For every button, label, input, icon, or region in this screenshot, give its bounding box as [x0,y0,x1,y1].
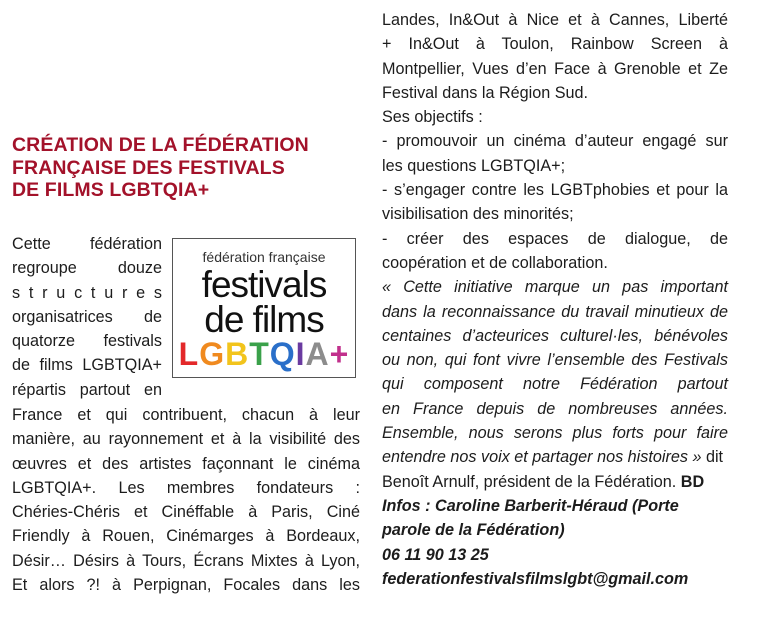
objective-line: - promouvoir un cinéma d’auteur engagé sur [382,132,728,151]
logo-letter: Q [269,336,296,372]
contact-phone: 06 11 90 13 25 [382,545,489,564]
quote-line: Ensemble, nous serons plus forts pour faire [382,424,728,443]
quote-end: entendre nos voix et partager nos histoires » [382,448,702,467]
objectives-heading: Ses objectifs : [382,108,483,127]
logo-letter: + [329,336,350,372]
infos-line: Infos : Caroline Barberit-Héraud (Porte [382,496,679,515]
author-signature: BD [680,472,705,491]
logo-line: de films [204,299,324,340]
intro-paragraph [12,232,162,402]
quote-line: en France depuis de nombreuses années. [382,399,728,418]
quote-line: « Cette initiative marque un pas important [382,278,728,297]
text-line: organisatrices de [12,307,162,326]
text-line: de films LGBTQIA+ [12,356,162,375]
quote-said: dit [701,448,724,467]
text-line: manière, au rayonnement et à la visibilité des [12,430,360,449]
objective-line: - créer des espaces de dialogue, de [382,229,728,248]
text-line: Chéries-Chéris et Cinéffable à Paris, Ciné [12,503,360,522]
attribution-line [382,470,728,494]
right-column [382,8,728,591]
text-line: Festival dans la Région Sud. [382,83,589,102]
quote-line: ou non, qui font vivre l’ensemble des Festivals [382,351,728,370]
federation-logo [172,238,356,378]
quote-closing-line [382,445,728,469]
text-line: s t r u c t u r e s [12,283,162,302]
logo-letter: L [178,336,200,372]
quote-line: centaines d’acteurices culturel·les, bénévoles [382,326,728,345]
logo-letter: B [225,336,250,372]
text-line: Friendly à Rouen, Cinémarges à Bordeaux, [12,527,360,546]
logo-letter: I [295,336,306,372]
logo-line: fédération française [202,249,326,265]
attribution: Benoît Arnulf, président de la Fédération. [382,472,677,491]
logo-letter: G [199,336,226,372]
objective-line: - s’engager contre les LGBTphobies et pour la [382,181,728,200]
logo-line: festivals [201,264,327,305]
text-line: Montpellier, Vues d’en Face à Grenoble et Ze [382,59,728,78]
article-title [12,134,362,202]
title-line: DE FILMS LGBTQIA+ [12,179,210,201]
body-paragraph [12,403,360,597]
logo-letter: T [249,336,270,372]
contact-email[interactable]: federationfestivalsfilmslgbt@gmail.com [382,569,689,588]
text-line: Cette fédération [12,235,162,253]
logo-letter: A [305,336,330,372]
infos-line: parole de la Fédération) [382,521,565,540]
text-line: LGBTQIA+. Les membres fondateurs : [12,478,360,497]
title-line: CRÉATION DE LA FÉDÉRATION [12,134,309,156]
text-line: + In&Out à Toulon, Rainbow Screen à [382,35,728,54]
text-line: France et qui contribuent, chacun à leur [12,406,360,424]
logo-rainbow-letters [173,337,355,371]
text-line: Landes, In&Out à Nice et à Cannes, Liberté [382,11,728,29]
text-line: Désir… Désirs à Tours, Écrans Mixtes à Lyon, [12,551,360,570]
quote-line: qui composent notre Fédération partout [382,375,728,394]
title-line: FRANÇAISE DES FESTIVALS [12,156,285,179]
objective-line: coopération et de collaboration. [382,253,608,272]
objective-line: visibilisation des minorités; [382,205,574,224]
text-line: regroupe douze [12,259,162,278]
quote-line: dans la reconnaissance du travail minutieux de [382,302,728,321]
text-line: Et alors ?! à Perpignan, Focales dans les [12,576,360,595]
text-line: répartis partout en [12,380,162,399]
text-line: quatorze festivals [12,332,162,351]
text-line: œuvres et des artistes façonnant le cinéma [12,454,360,473]
objective-line: les questions LGBTQIA+; [382,156,566,175]
